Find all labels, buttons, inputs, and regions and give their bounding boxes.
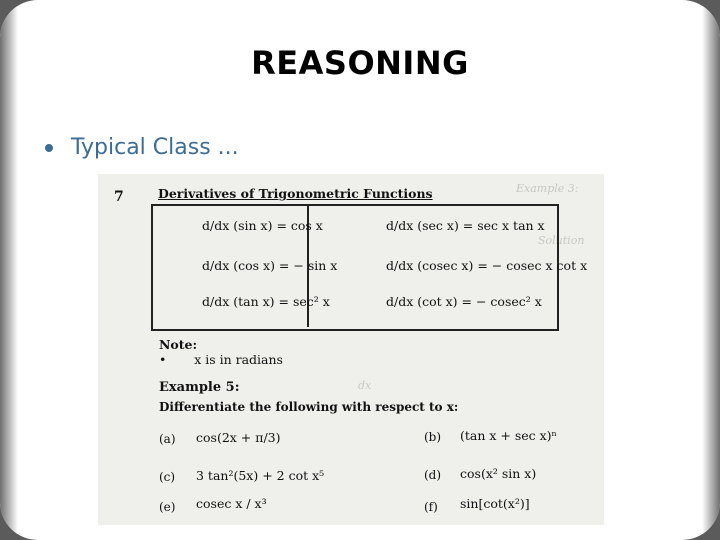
part-label: (a): [159, 432, 176, 446]
formula-sec: d/dx (sec x) = sec x tan x: [386, 218, 545, 233]
note-text: x is in radians: [194, 352, 283, 367]
part-label: (d): [424, 468, 442, 482]
part-expression: 3 tan²(5x) + 2 cot x⁵: [196, 468, 325, 483]
formula-cos: d/dx (cos x) = − sin x: [202, 258, 338, 273]
formula-cosec: d/dx (cosec x) = − cosec x cot x: [386, 258, 588, 273]
example-title: Example 5:: [159, 380, 240, 395]
part-expression: (tan x + sec x)ⁿ: [460, 428, 557, 443]
part-expression: sin[cot(x²)]: [460, 496, 530, 511]
part-label: (e): [159, 500, 176, 514]
bullet-dot-icon: [45, 144, 53, 152]
scanned-textbook-page: [98, 174, 604, 525]
example-instruction: Differentiate the following with respect to x:: [159, 400, 459, 414]
section-number: 7: [114, 189, 124, 205]
part-label: (b): [424, 430, 442, 444]
note-label: Note:: [159, 337, 198, 352]
part-label: (f): [424, 500, 438, 514]
section-title: Derivatives of Trigonometric Functions: [158, 186, 433, 201]
formula-sin: d/dx (sin x) = cos x: [202, 218, 323, 233]
part-expression: cos(2x + π/3): [196, 430, 281, 445]
part-label: (c): [159, 470, 176, 484]
part-expression: cos(x² sin x): [460, 466, 537, 481]
bleed-through-text: dx: [358, 379, 372, 392]
bullet-text: Typical Class ...: [71, 135, 239, 160]
formula-tan: d/dx (tan x) = sec² x: [202, 294, 330, 309]
bleed-through-text: Solution: [538, 234, 585, 247]
bleed-through-text: Example 3:: [516, 182, 579, 195]
slide-title: REASONING: [251, 44, 469, 82]
formula-cot: d/dx (cot x) = − cosec² x: [386, 294, 542, 309]
note-bullet: • x is in radians: [159, 352, 283, 367]
part-expression: cosec x / x³: [196, 496, 267, 511]
bullet-item: [45, 135, 239, 160]
